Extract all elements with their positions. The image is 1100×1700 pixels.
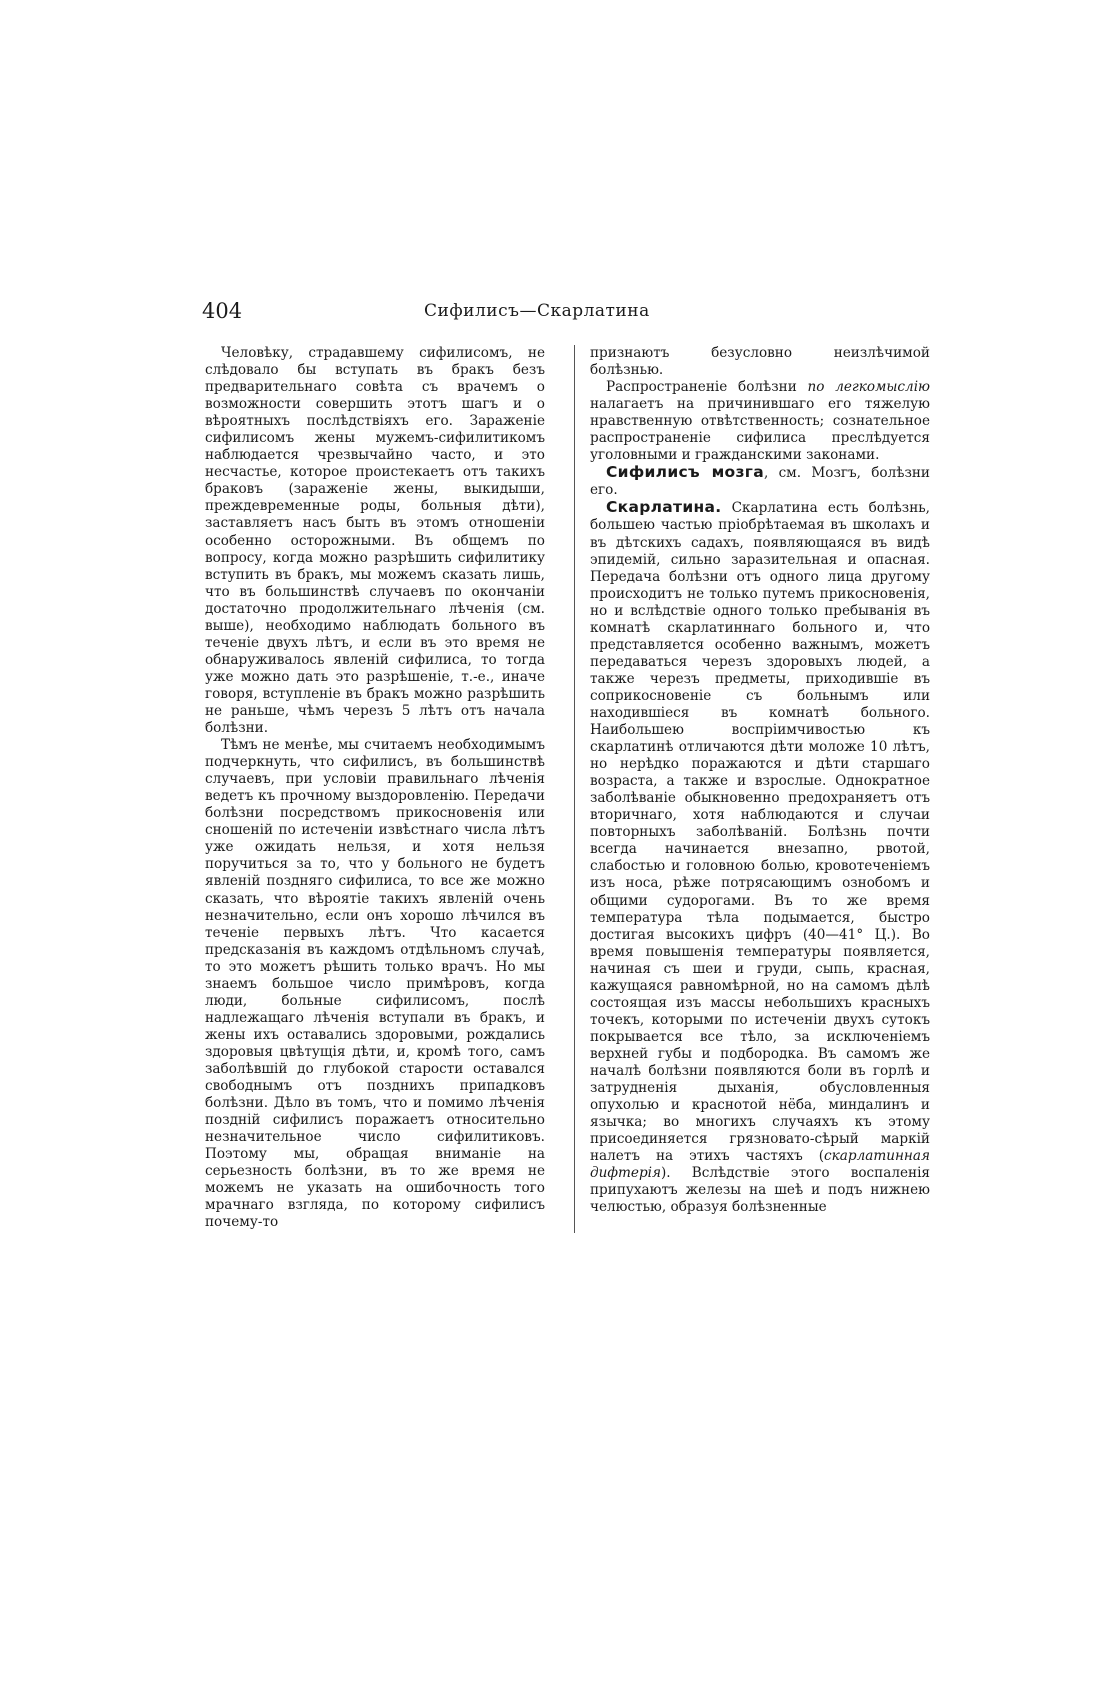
entry-text-scarlatina-2: ). Вслѣдствіе этого воспаленія припухаютъ железы на шеѣ и подъ нижнею челюстью, образуя болѣзненные xyxy=(590,1165,930,1216)
right-column xyxy=(590,345,930,1216)
right-paragraph-1: признаютъ безусловно неизлѣчимой болѣзнью. xyxy=(590,345,930,379)
left-paragraph-2: Тѣмъ не менѣе, мы считаемъ необходимымъ подчеркнуть, что сифилисъ, въ большинствѣ случаевъ, при условіи правильнаго лѣченія ведетъ къ прочному выздоровленію. Передачи болѣзни посредствомъ прикосновенія или сношеній по истеченіи извѣстнаго числа лѣтъ уже ожидать нельзя, и хотя нельзя поручиться за то, что у больного не будетъ явленій поздняго сифилиса, то все же можно сказать, что вѣроятіе такихъ явленій очень незначительно, если онъ хорошо лѣчился въ теченіе первыхъ лѣтъ. Что касается предсказанія въ каждомъ отдѣльномъ случаѣ, то это можетъ рѣшить только врачъ. Но мы знаемъ большое число примѣровъ, когда люди, больные сифилисомъ, послѣ надлежащаго лѣченія вступали въ бракъ, и жены ихъ оставались здоровыми, рождались здоровыя цвѣтущія дѣти, и, кромѣ того, самъ заболѣвшій до глубокой старости оставался свободнымъ отъ позднихъ припадковъ болѣзни. Дѣло въ томъ, что и помимо лѣченія поздній сифилисъ поражаетъ относительно незначительное число сифилитиковъ. Поэтому мы, обращая вниманіе на серьезность болѣзни, въ то же время не можемъ не указать на ошибочность того мрачнаго взгляда, по которому сифилисъ почему-то xyxy=(205,737,545,1231)
entry-title-syphilis-brain: Сифилисъ мозга xyxy=(606,463,764,482)
entry-syphilis-brain xyxy=(590,464,930,499)
entry-text-syphilis-brain: , см. Мозгъ, болѣзни его. xyxy=(590,465,930,499)
right-paragraph-2 xyxy=(590,379,930,464)
entry-text-scarlatina-italic: скарлатинная дифтерія xyxy=(590,1148,930,1182)
entry-text-scarlatina-1: Скарлатина есть болѣзнь, большею частью пріобрѣтаемая въ школахъ и въ дѣтскихъ садахъ, появляющаяся въ видѣ эпидемій, сильно заразительная и опасная. Передача болѣзни отъ одного лица другому происходитъ не только путемъ прикосновенія, но и вслѣдствіе одного только пребыванія въ комнатѣ скарлатиннаго больного и, что представляется особенно важнымъ, можетъ передаваться черезъ здоровыхъ людей, а также черезъ предметы, приходившіе въ соприкосновеніе съ больнымъ или находившіеся въ комнатѣ больного. Наибольшею воспріимчивостью къ скарлатинѣ отличаются дѣти моложе 10 лѣтъ, но нерѣдко поражаются и дѣти старшаго возраста, а также и взрослые. Однократное заболѣваніе обыкновенно предохраняетъ отъ вторичнаго, хотя наблюдаются и случаи повторныхъ заболѣваній. Болѣзнь почти всегда начинается внезапно, рвотой, слабостью и головною болью, кровотеченіемъ изъ носа, рѣже потрясающимъ ознобомъ и общими судорогами. Въ то же время температура тѣла подымается, быстро достигая высокихъ цифръ (40—41° Ц.). Во время повышенія температуры появляется, начиная съ шеи и груди, сыпь, красная, кажущаяся равномѣрной, но на самомъ дѣлѣ состоящая изъ массы небольшихъ красныхъ точекъ, которыми по истеченіи двухъ сутокъ покрывается все тѣло, за исключеніемъ верхней губы и подбородка. Въ самомъ же началѣ болѣзни появляются боли въ горлѣ и затрудненія дыханія, обусловленныя опухолью и краснотой нёба, миндалинъ и язычка; во многихъ случаяхъ къ этому присоединяется грязновато-сѣрый маркій налетъ на этихъ частяхъ ( xyxy=(590,500,930,1165)
right-paragraph-2-start: Распространеніе болѣзни xyxy=(606,379,808,396)
entry-scarlatina xyxy=(590,499,930,1216)
column-divider xyxy=(574,345,575,1233)
right-paragraph-2-italic: по легкомыслію xyxy=(807,379,931,396)
right-paragraph-2-end: налагаетъ на причинившаго его тяжелую нравственную отвѣтственность; сознательное распространеніе сифилиса преслѣдуется уголовными и гражданскими законами. xyxy=(590,396,930,464)
left-column xyxy=(205,345,545,1231)
left-paragraph-1: Человѣку, страдавшему сифилисомъ, не слѣдовало бы вступать въ бракъ безъ предварительнаго совѣта съ врачемъ о возможности совершить этотъ шагъ и о вѣроятныхъ послѣдствіяхъ его. Зараженіе сифилисомъ жены мужемъ-сифилитикомъ наблюдается чрезвычайно часто, и это несчастье, которое проистекаетъ отъ такихъ браковъ (зараженіе жены, выкидыши, преждевременные роды, больныя дѣти), заставляетъ насъ быть въ этомъ отношеніи особенно осторожными. Въ общемъ по вопросу, когда можно разрѣшить сифилитику вступить въ бракъ, мы можемъ сказать лишь, что въ большинствѣ случаевъ по окончаніи достаточно продолжительнаго лѣченія (см. выше), необходимо наблюдать больного въ теченіе двухъ лѣтъ, и если въ это время не обнаруживалось явленій сифилиса, то тогда уже можно дать это разрѣшеніе, т.-е., иначе говоря, вступленіе въ бракъ можно разрѣшить не раньше, чѣмъ черезъ 5 лѣтъ отъ начала болѣзни. xyxy=(205,345,545,737)
page-number: 404 xyxy=(202,299,243,323)
entry-title-scarlatina: Скарлатина. xyxy=(606,498,722,517)
running-head: Сифилисъ—Скарлатина xyxy=(424,301,650,321)
